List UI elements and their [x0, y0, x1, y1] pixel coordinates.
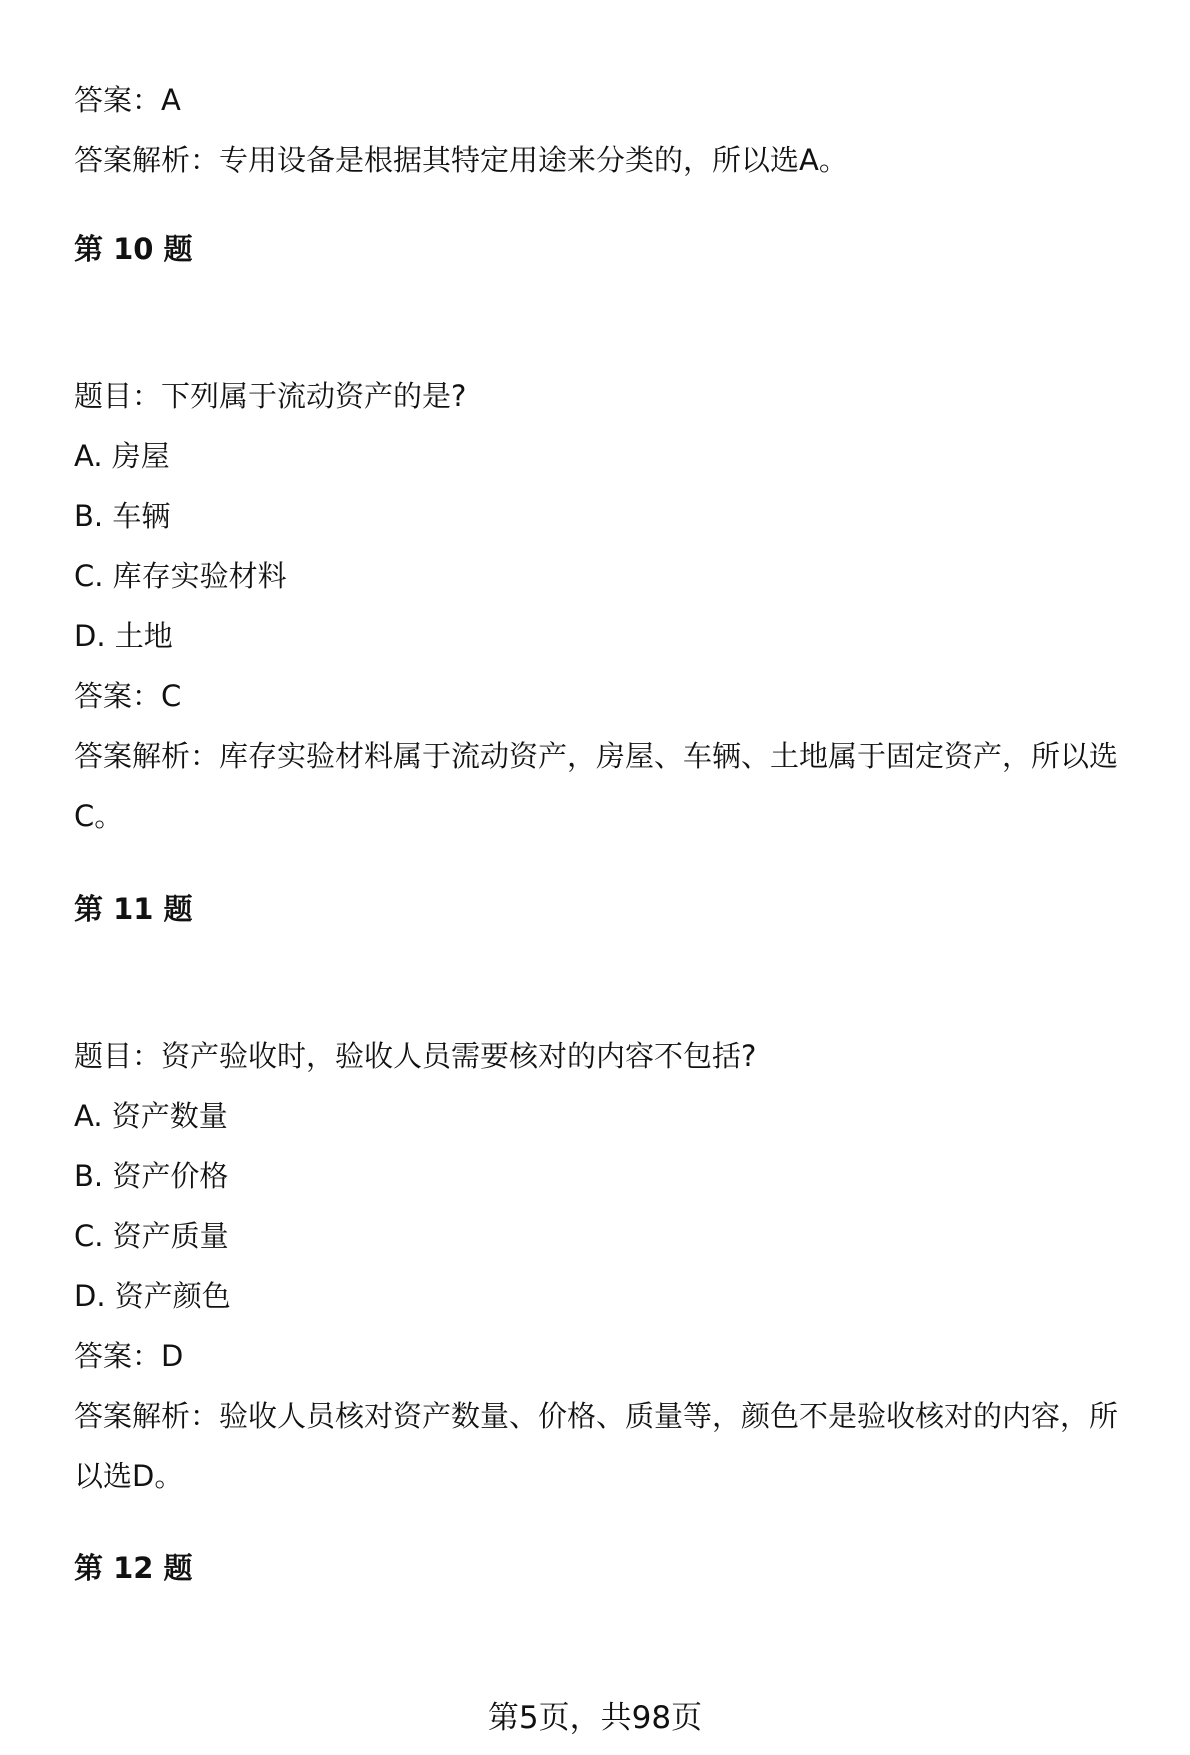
question-11-option-a: A. 资产数量 [74, 1099, 228, 1133]
prev-explanation: 答案解析：专用设备是根据其特定用途来分类的，所以选A。 [74, 143, 848, 177]
question-10-option-b: B. 车辆 [74, 499, 171, 533]
prev-answer: 答案：A [74, 83, 181, 117]
question-11-option-b: B. 资产价格 [74, 1159, 229, 1193]
question-10-answer: 答案：C [74, 679, 182, 713]
question-11-option-d: D. 资产颜色 [74, 1279, 231, 1313]
question-11-explanation-line-2: 以选D。 [74, 1459, 184, 1493]
question-10-explanation-line-2: C。 [74, 799, 124, 833]
question-10-text: 题目：下列属于流动资产的是? [74, 379, 467, 413]
question-11-answer: 答案：D [74, 1339, 184, 1373]
question-10-option-a: A. 房屋 [74, 439, 170, 473]
question-10-option-d: D. 土地 [74, 619, 173, 653]
question-11-heading: 第 11 题 [74, 892, 193, 926]
question-10-explanation-line-1: 答案解析：库存实验材料属于流动资产，房屋、车辆、土地属于固定资产，所以选 [74, 739, 1119, 773]
question-11-explanation-line-1: 答案解析：验收人员核对资产数量、价格、质量等，颜色不是验收核对的内容，所 [74, 1399, 1119, 1433]
question-10-heading: 第 10 题 [74, 232, 193, 266]
question-12-heading: 第 12 题 [74, 1551, 193, 1585]
page-indicator: 第5页，共98页 [487, 1700, 703, 1736]
question-11-text: 题目：资产验收时，验收人员需要核对的内容不包括? [74, 1039, 757, 1073]
question-11-option-c: C. 资产质量 [74, 1219, 229, 1253]
question-10-option-c: C. 库存实验材料 [74, 559, 287, 593]
